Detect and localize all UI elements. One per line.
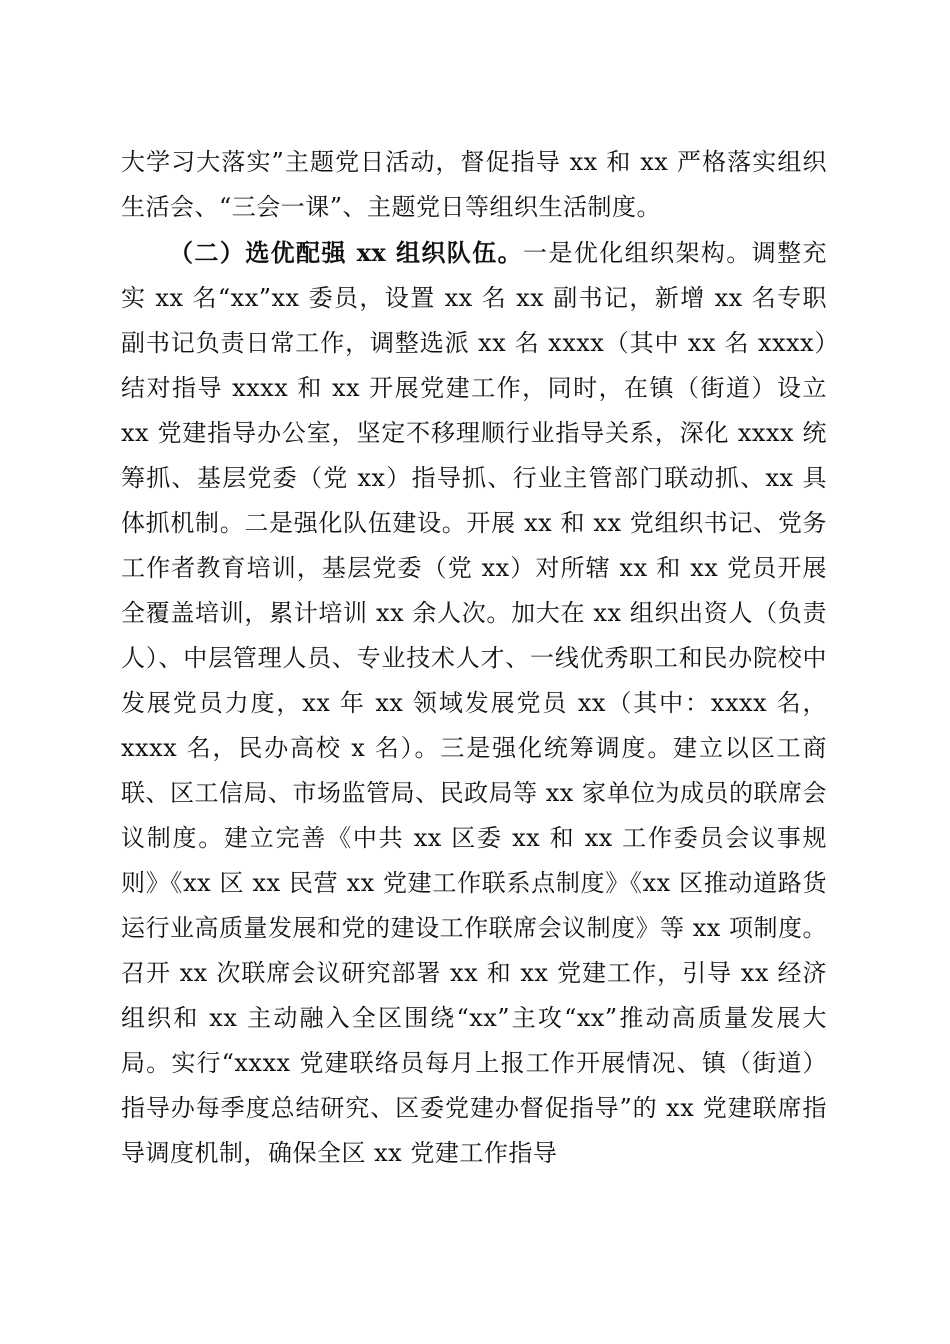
paragraph-continuation: 大学习大落实”主题党日活动，督促指导 xx 和 xx 严格落实组织生活会、“三会一课”、主题党日等组织生活制度。: [121, 148, 827, 221]
section-body: 一是优化组织架构。调整充实 xx 名“xx”xx 委员，设置 xx 名 xx 副书记，新增 xx 名专职副书记负责日常工作，调整选派 xx 名 xxxx（其中 xx 名 xxxx）结对指导 xxxx 和 xx 开展党建工作，同时，在镇（街道）设立 xx 党建指导办公室，坚定不移理顺行业指导关系，深化 xxxx 统筹抓、基层党委（党 xx）指导抓、行业主管部门联动抓、xx 具体抓机制。二是强化队伍建设。开展 xx 和 xx 党组织书记、党务工作者教育培训，基层党委（党 xx）对所辖 xx 和 xx 党员开展全覆盖培训，累计培训 xx 余人次。加大在 xx 组织出资人（负责人）、中层管理人员、专业技术人才、一线优秀职工和民办院校中发展党员力度，xx 年 xx 领域发展党员 xx（其中：xxxx 名，xxxx 名，民办高校 x 名）。三是强化统筹调度。建立以区工商联、区工信局、市场监管局、民政局等 xx 家单位为成员的联席会议制度。建立完善《中共 xx 区委 xx 和 xx 工作委员会议事规则》《xx 区 xx 民营 xx 党建工作联系点制度》《xx 区推动道路货运行业高质量发展和党的建设工作联席会议制度》等 xx 项制度。召开 xx 次联席会议研究部署 xx 和 xx 党建工作，引导 xx 经济组织和 xx 主动融入全区围绕“xx”主攻“xx”推动高质量发展大局。实行“xxxx 党建联络员每月上报工作开展情况、镇（街道）指导办每季度总结研究、区委党建办督促指导”的 xx 党建联席指导调度机制，确保全区 xx 党建工作指导: [121, 239, 828, 1167]
section-heading: （二）选优配强 xx 组织队伍。: [169, 238, 524, 267]
document-body: [121, 140, 827, 1176]
paragraph-section-two: [121, 230, 827, 1176]
